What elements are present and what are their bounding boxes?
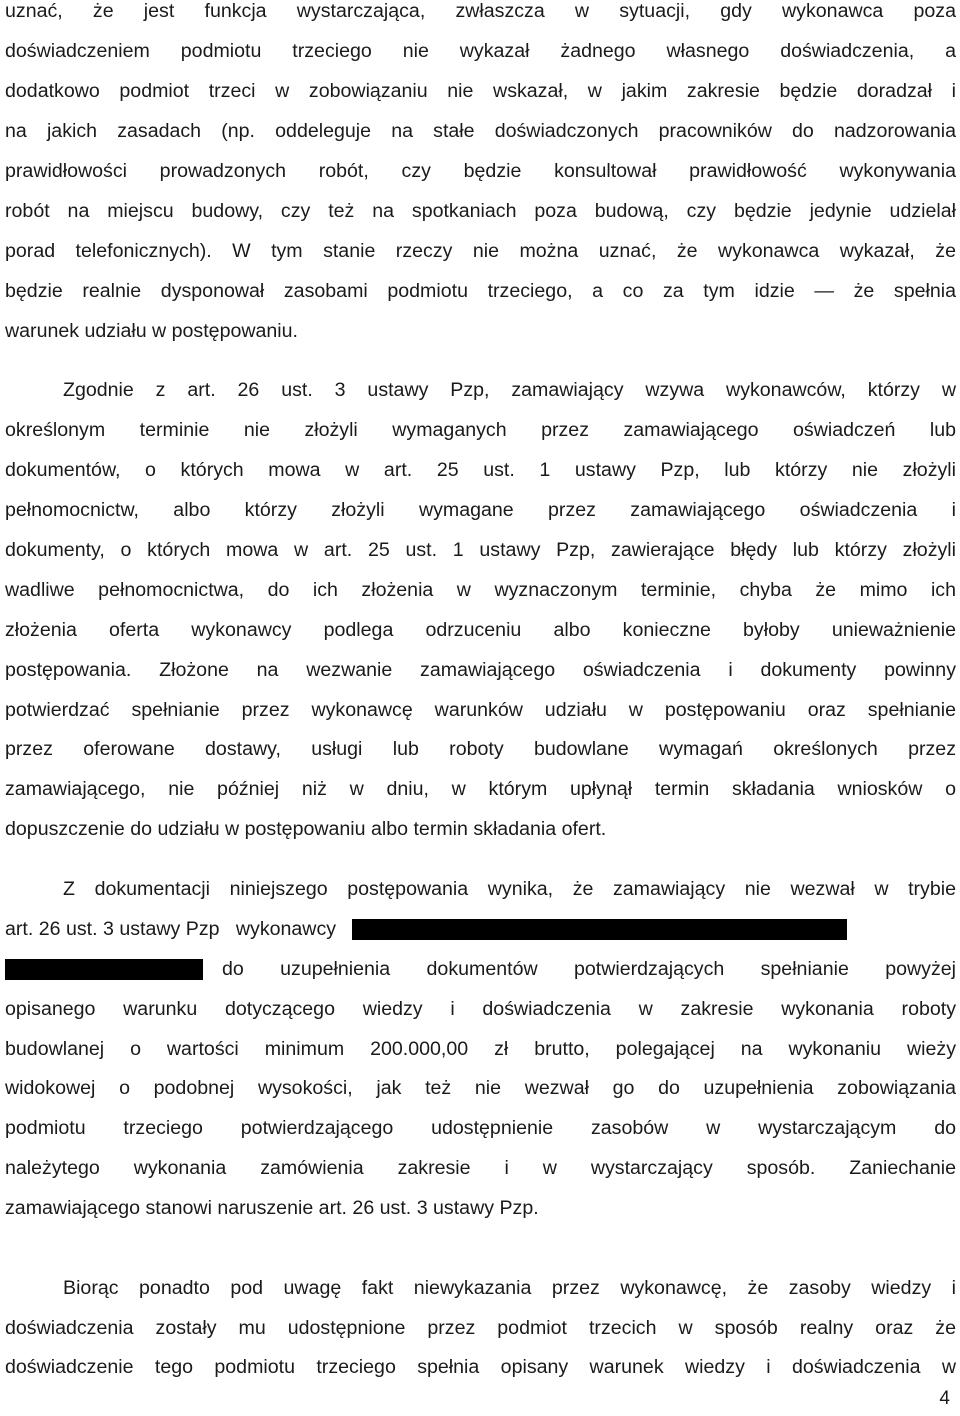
paragraph-line: dodatkowo podmiot trzeci w zobowiązaniu nie wskazał, w jakim zakresie będzie doradzał i (5, 80, 956, 102)
paragraph-line: potwierdzać spełnianie przez wykonawcę warunków udziału w postępowaniu oraz spełnianie (5, 699, 956, 721)
paragraph-line: warunek udziału w postępowaniu. (5, 320, 298, 342)
paragraph-line: doświadczenia zostały mu udostępnione przez podmiot trzecich w sposób realny oraz że (5, 1317, 956, 1339)
paragraph-line: dopuszczenie do udziału w postępowaniu albo termin składania ofert. (5, 818, 607, 840)
paragraph-line: wadliwe pełnomocnictwa, do ich złożenia w wyznaczonym terminie, chyba że mimo ich (5, 579, 956, 601)
paragraph-line: widokowej o podobnej wysokości, jak też nie wezwał go do uzupełnienia zobowiązania (5, 1077, 956, 1099)
paragraph-line: zamawiającego stanowi naruszenie art. 26 ust. 3 ustawy Pzp. (5, 1197, 539, 1219)
paragraph-line: doświadczeniem podmiotu trzeciego nie wykazał żadnego własnego doświadczenia, a (5, 40, 956, 62)
paragraph-line: opisanego warunku dotyczącego wiedzy i doświadczenia w zakresie wykonania roboty (5, 998, 956, 1020)
paragraph-line: przez oferowane dostawy, usługi lub roboty budowlane wymagań określonych przez (5, 738, 956, 760)
paragraph-line: postępowania. Złożone na wezwanie zamawiającego oświadczenia i dokumenty powinny (5, 659, 956, 681)
redaction-block (5, 959, 203, 980)
paragraph-line: podmiotu trzeciego potwierdzającego udostępnienie zasobów w wystarczającym do (5, 1117, 956, 1139)
paragraph-line: budowlanej o wartości minimum 200.000,00 zł brutto, polegającej na wykonaniu wieży (5, 1038, 956, 1060)
paragraph-line-with-redaction (5, 914, 956, 944)
paragraph-line: prawidłowości prowadzonych robót, czy będzie konsultował prawidłowość wykonywania (5, 160, 956, 182)
paragraph-line: porad telefonicznych). W tym stanie rzeczy nie można uznać, że wykonawca wykazał, że (5, 240, 956, 262)
page-number: 4 (939, 1388, 950, 1409)
paragraph-line: Zgodnie z art. 26 ust. 3 ustawy Pzp, zamawiający wzywa wykonawców, którzy w (63, 379, 956, 401)
paragraph-line: doświadczenie tego podmiotu trzeciego spełnia opisany warunek wiedzy i doświadczenia w (5, 1356, 956, 1378)
paragraph-line: pełnomocnictw, albo którzy złożyli wymagane przez zamawiającego oświadczenia i (5, 499, 956, 521)
paragraph-line: Z dokumentacji niniejszego postępowania wynika, że zamawiający nie wezwał w trybie (63, 878, 956, 900)
redaction-block (352, 919, 847, 940)
paragraph-line: na jakich zasadach (np. oddeleguje na stałe doświadczonych pracowników do nadzorowania (5, 120, 956, 142)
paragraph-line: złożenia oferta wykonawcy podlega odrzuceniu albo konieczne byłoby unieważnienie (5, 619, 956, 641)
paragraph-line: uznać, że jest funkcja wystarczająca, zwłaszcza w sytuacji, gdy wykonawca poza (5, 0, 956, 22)
paragraph-line: określonym terminie nie złożyli wymaganych przez zamawiającego oświadczeń lub (5, 419, 956, 441)
paragraph-line: robót na miejscu budowy, czy też na spotkaniach poza budową, czy będzie jedynie udzielał (5, 200, 956, 222)
paragraph-line-with-redaction (5, 954, 956, 984)
paragraph-line: dokumenty, o których mowa w art. 25 ust. 1 ustawy Pzp, zawierające błędy lub którzy złożyli (5, 539, 956, 561)
paragraph-line: Biorąc ponadto pod uwagę fakt niewykazania przez wykonawcę, że zasoby wiedzy i (63, 1277, 956, 1299)
paragraph-line: będzie realnie dysponował zasobami podmiotu trzeciego, a co za tym idzie — że spełnia (5, 280, 956, 302)
paragraph-line: dokumentów, o których mowa w art. 25 ust. 1 ustawy Pzp, lub którzy nie złożyli (5, 459, 956, 481)
paragraph-text: do uzupełnienia dokumentów potwierdzających spełnianie powyżej (222, 958, 956, 980)
paragraph-text: art. 26 ust. 3 ustawy Pzp wykonawcy (5, 918, 337, 940)
paragraph-line: zamawiającego, nie później niż w dniu, w którym upłynął termin składania wniosków o (5, 778, 956, 800)
paragraph-line: należytego wykonania zamówienia zakresie i w wystarczający sposób. Zaniechanie (5, 1157, 956, 1179)
